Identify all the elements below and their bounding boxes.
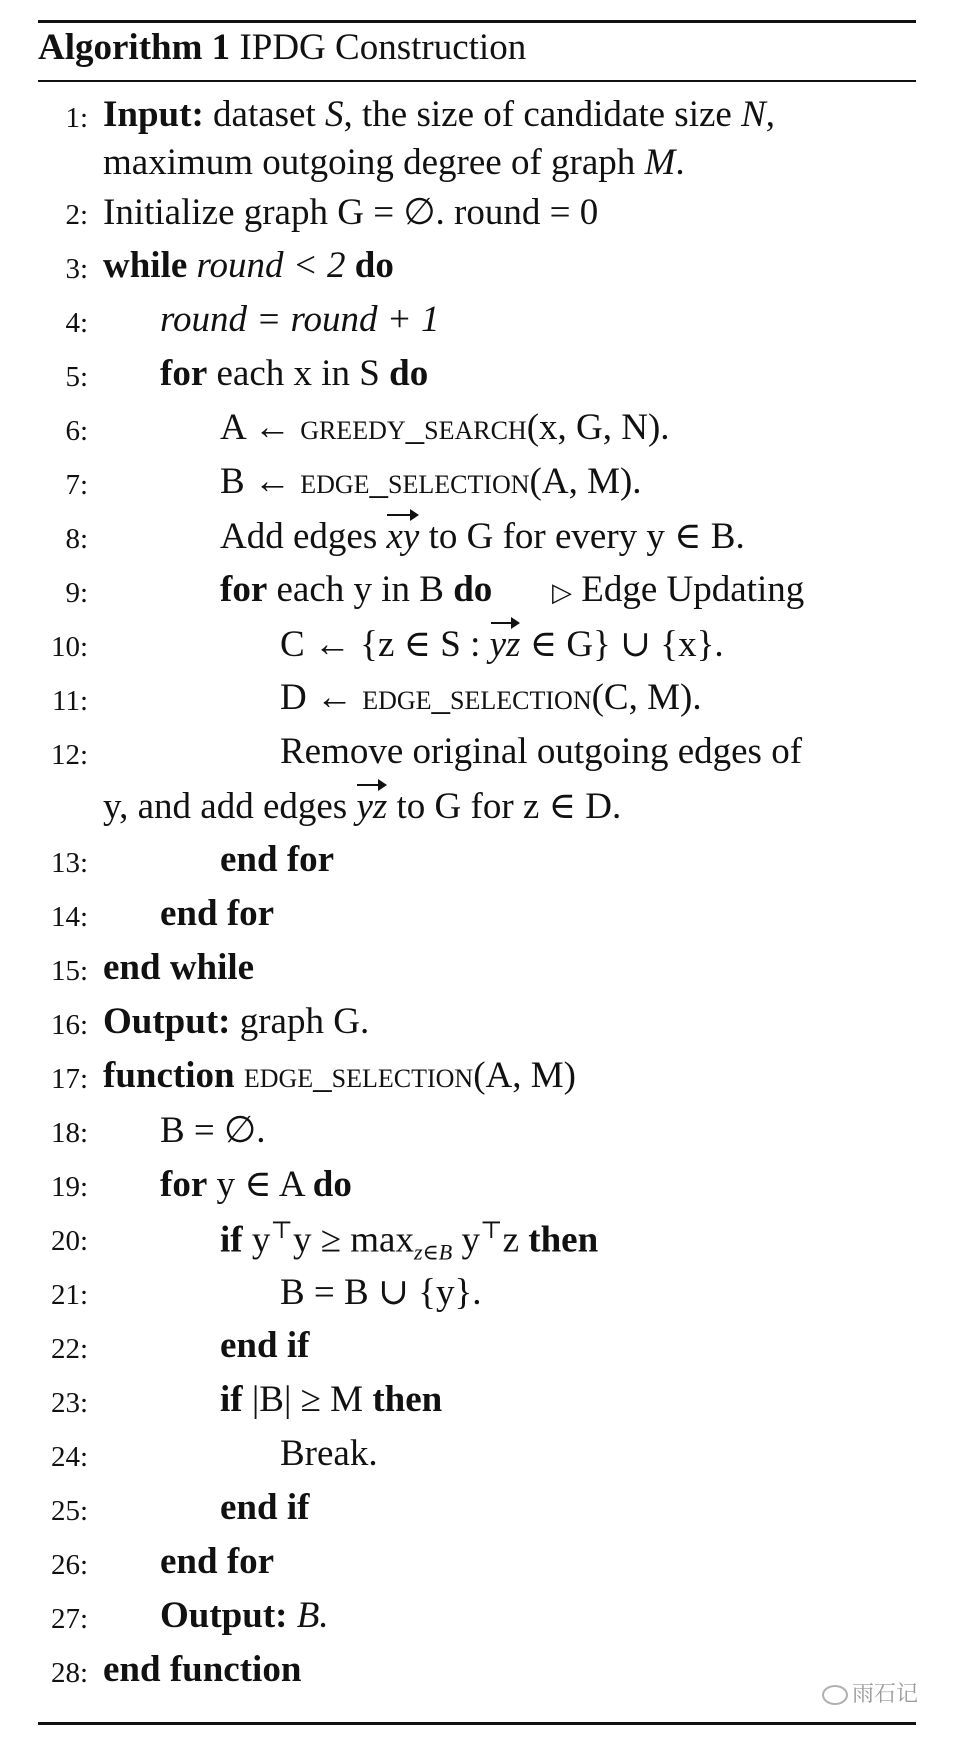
line-number: 10:	[50, 631, 88, 663]
top-rule	[38, 20, 916, 23]
line-number: 9:	[65, 577, 88, 609]
line-number: 15:	[50, 955, 88, 987]
vector-yz: yz	[489, 624, 521, 665]
line-5: for each x in S do	[160, 353, 429, 394]
line-number: 3:	[65, 253, 88, 285]
wechat-icon	[822, 1685, 848, 1705]
line-number: 18:	[50, 1117, 88, 1149]
line-17: function edge_selection(A, M)	[103, 1055, 576, 1096]
line-1: Input: dataset S, the size of candidate size N,	[103, 94, 776, 135]
comment-triangle-icon: ▷	[552, 578, 572, 607]
line-number: 24:	[50, 1441, 88, 1473]
line-9: for each y in B do	[220, 569, 493, 610]
line-22: end if	[220, 1325, 310, 1366]
line-number: 22:	[50, 1333, 88, 1365]
line-27: Output: B.	[160, 1595, 329, 1636]
line-number: 6:	[65, 415, 88, 447]
line-12: Remove original outgoing edges of	[280, 731, 803, 772]
line-number: 1:	[65, 102, 88, 134]
line-number: 2:	[65, 199, 88, 231]
line-13: end for	[220, 839, 335, 880]
vector-yz: yz	[356, 786, 388, 827]
line-15: end while	[103, 947, 255, 988]
line-14: end for	[160, 893, 275, 934]
line-25: end if	[220, 1487, 310, 1528]
line-number: 20:	[50, 1225, 88, 1257]
line-number: 12:	[50, 739, 88, 771]
line-number: 5:	[65, 361, 88, 393]
algorithm-label: Algorithm 1	[38, 27, 231, 68]
algorithm-title: IPDG Construction	[239, 27, 527, 68]
line-7: B ← edge_selection(A, M).	[220, 461, 642, 502]
line-number: 27:	[50, 1603, 88, 1635]
comment-edge-updating: ▷ Edge Updating	[552, 569, 805, 610]
line-28: end function	[103, 1649, 302, 1690]
line-16: Output: graph G.	[103, 1001, 370, 1042]
line-number: 11:	[52, 685, 88, 717]
line-number: 25:	[50, 1495, 88, 1527]
algorithm-header	[38, 26, 526, 69]
line-number: 26:	[50, 1549, 88, 1581]
line-number: 4:	[65, 307, 88, 339]
line-12-continued: y, and add edges yz to G for z ∈ D.	[103, 786, 622, 827]
line-number: 14:	[50, 901, 88, 933]
line-number: 21:	[50, 1279, 88, 1311]
line-11: D ← edge_selection(C, M).	[280, 677, 702, 718]
line-number: 28:	[50, 1657, 88, 1689]
line-number: 7:	[65, 469, 88, 501]
vector-xy: xy	[386, 516, 420, 557]
line-1-continued: maximum outgoing degree of graph M.	[103, 142, 685, 183]
line-8: Add edges xy to G for every y ∈ B.	[220, 516, 745, 557]
bottom-rule	[38, 1722, 916, 1725]
header-rule	[38, 80, 916, 82]
line-6: A ← greedy_search(x, G, N).	[220, 407, 670, 448]
line-number: 19:	[50, 1171, 88, 1203]
line-20: if $y^⊤y \ge \max_{z\in B} y^⊤z$ then	[220, 1218, 599, 1265]
line-number: 8:	[65, 523, 88, 555]
line-4: round = round + 1	[160, 299, 440, 340]
line-26: end for	[160, 1541, 275, 1582]
line-24: Break.	[280, 1433, 378, 1474]
line-18: B = ∅.	[160, 1110, 266, 1151]
line-2: Initialize graph G = ∅. round = 0	[103, 192, 599, 233]
line-21: B = B ∪ {y}.	[280, 1272, 482, 1313]
watermark: 雨石记	[822, 1677, 918, 1708]
line-number: 17:	[50, 1063, 88, 1095]
line-10: C ← {z ∈ S : yz ∈ G} ∪ {x}.	[280, 624, 724, 665]
line-3: while round < 2 do	[103, 245, 394, 286]
line-19: for y ∈ A do	[160, 1164, 352, 1205]
line-23: if |B| ≥ M then	[220, 1379, 443, 1420]
line-number: 16:	[50, 1009, 88, 1041]
line-number: 13:	[50, 847, 88, 879]
line-number: 23:	[50, 1387, 88, 1419]
